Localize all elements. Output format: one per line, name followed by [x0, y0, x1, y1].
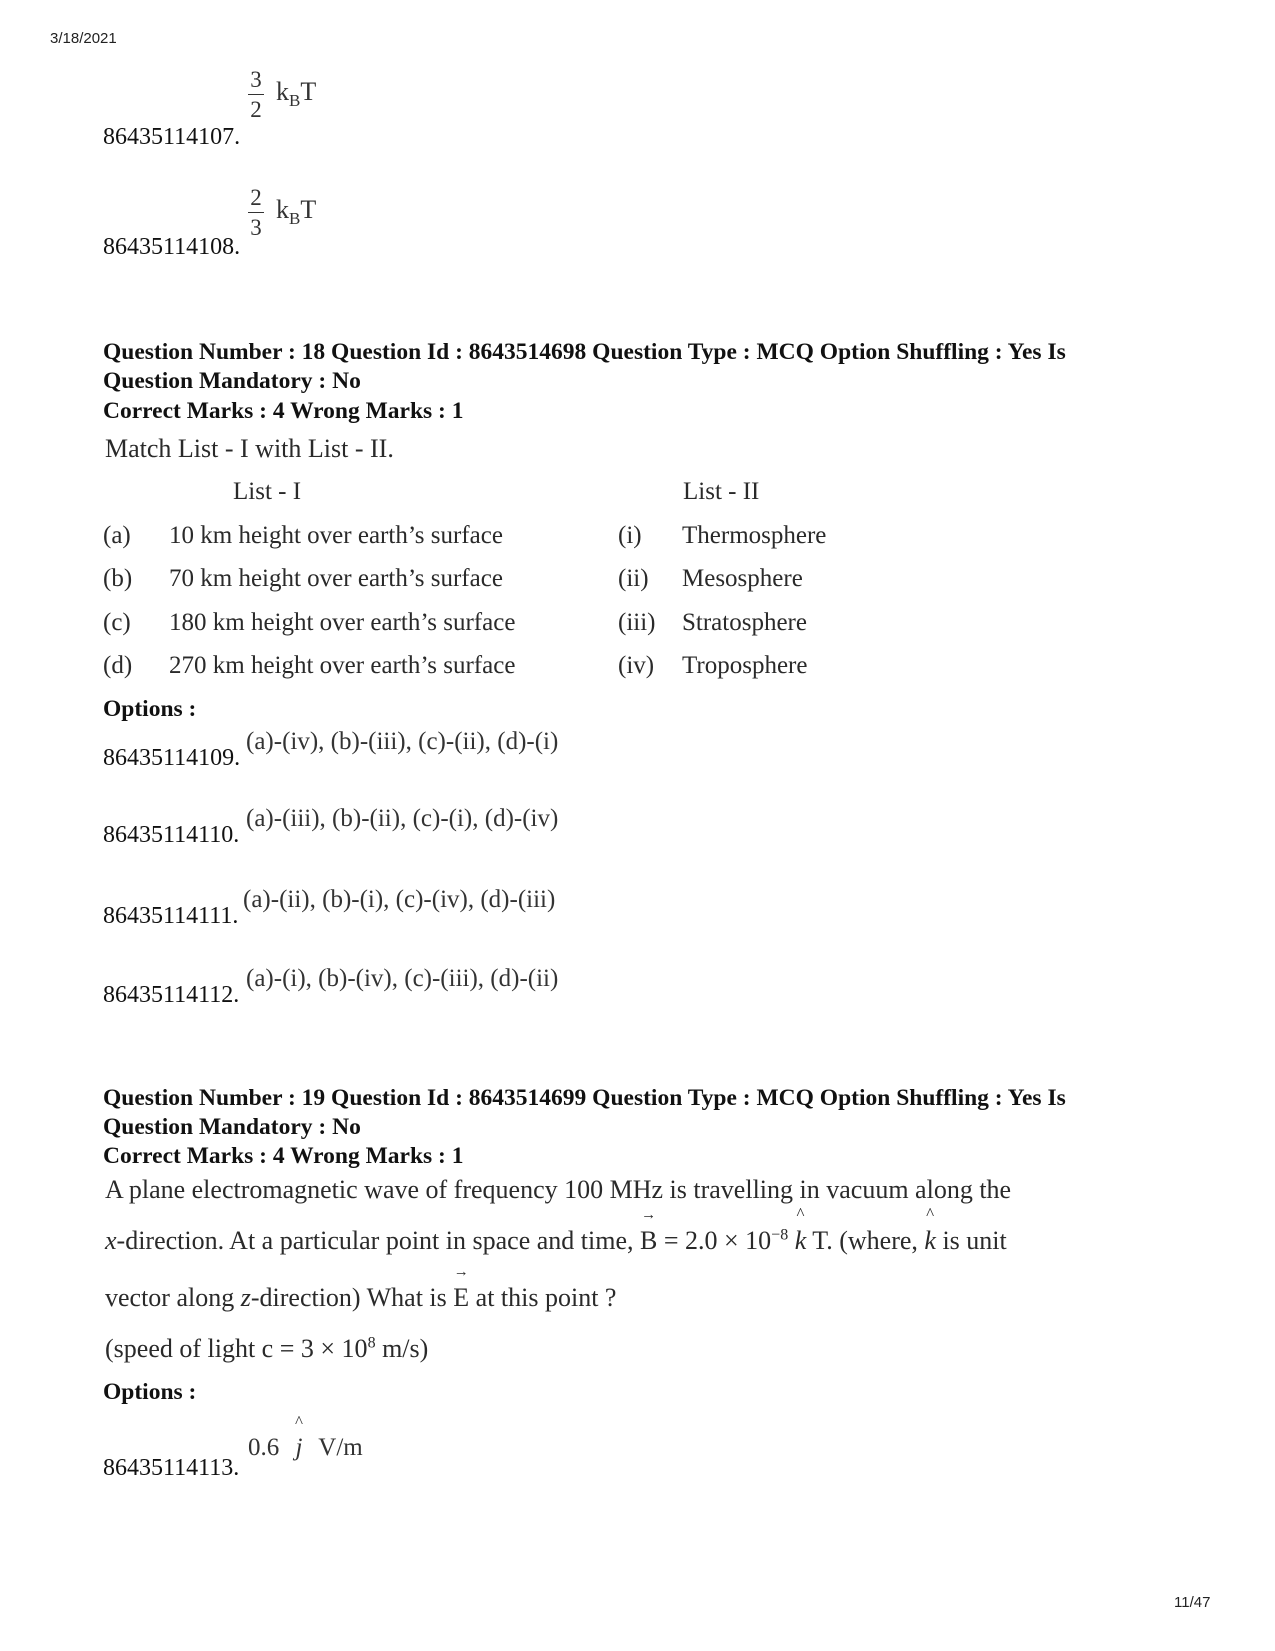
option-id: 86435114108. [103, 234, 241, 260]
option-id: 86435114111. [103, 903, 239, 929]
option-id: 86435114109. [103, 745, 241, 771]
match-list-table: List - I List - II (a) 10 km height over earth’s surface (i) Thermosphere (b) 70 km height over earth’s surface (ii) Mesosphere (c) 180 km height over earth’s surface (iii) Stratosphere (d) 270 km height over earth’s surface (iv) Troposphere [103, 478, 827, 679]
question-18-header [103, 338, 1193, 396]
question-header-line: Question Number : 18 Question Id : 8643514698 Question Type : MCQ Option Shuffling : Yes Is [103, 339, 1066, 365]
question-19-header [103, 1084, 1193, 1142]
question-18-marks: Correct Marks : 4 Wrong Marks : 1 [103, 398, 464, 424]
option-id: 86435114110. [103, 822, 240, 848]
option-id: 86435114113. [103, 1455, 240, 1481]
unit-vector-j: ^ j [296, 1434, 303, 1462]
unit-vector-k: ^ k [924, 1226, 936, 1256]
option-q19-113 [103, 1428, 703, 1488]
print-date: 3/18/2021 [50, 30, 117, 47]
list-2-title: List - II [683, 478, 760, 505]
unit-vector-k: ^ k [795, 1226, 807, 1256]
option-q18-109 [103, 728, 803, 778]
question-18-prompt: Match List - I with List - II. [105, 434, 394, 463]
options-label: Options : [103, 1379, 197, 1405]
question-19-text-line-3: vector along z-direction) What is → E at this point ? [105, 1283, 616, 1313]
question-header-line: Question Mandatory : No [103, 1114, 361, 1140]
kbt-expression: $k_BT$ [276, 77, 317, 111]
option-q18-110 [103, 805, 803, 855]
option-text: 0.6 ^ j V/m [248, 1434, 363, 1462]
fraction [248, 68, 264, 121]
option-text: (a)-(i), (b)-(iv), (c)-(iii), (d)-(ii) [246, 965, 559, 992]
kbt-expression: $k_BT$ [276, 195, 317, 229]
option-text: (a)-(iii), (b)-(ii), (c)-(i), (d)-(iv) [246, 805, 559, 832]
vector-e: → E [453, 1283, 469, 1313]
option-q18-112 [103, 965, 803, 1015]
option-q17-108 [103, 186, 503, 276]
option-id: 86435114112. [103, 982, 240, 1008]
page-number: 11/47 [1174, 1594, 1211, 1611]
question-header-line: Question Mandatory : No [103, 368, 361, 394]
option-text: (a)-(ii), (b)-(i), (c)-(iv), (d)-(iii) [243, 886, 556, 913]
option-formula [248, 68, 316, 121]
question-19-text-line-1: A plane electromagnetic wave of frequency 100 MHz is travelling in vacuum along the [105, 1175, 1012, 1204]
fraction-denominator: 3 [250, 215, 262, 240]
option-text: (a)-(iv), (b)-(iii), (c)-(ii), (d)-(i) [246, 728, 559, 755]
option-q17-107 [103, 68, 503, 158]
option-formula [248, 186, 316, 239]
question-header-line: Question Number : 19 Question Id : 8643514699 Question Type : MCQ Option Shuffling : Yes Is [103, 1085, 1066, 1111]
fraction-numerator: 3 [250, 67, 262, 92]
question-19-text-line-2: x-direction. At a particular point in space and time, → $B = 2.0 \times 10^{-8}$ ^ k T. (where, ^ k is unit [105, 1226, 1007, 1256]
option-q18-111 [103, 886, 803, 936]
fraction-denominator: 2 [250, 97, 262, 122]
options-label: Options : [103, 696, 197, 722]
option-id: 86435114107. [103, 124, 241, 150]
list-1-title: List - I [233, 478, 302, 505]
vector-b: → B [640, 1226, 657, 1256]
question-19-text-line-4: (speed of light $c = 3 \times 10^8$ m/s) [105, 1334, 429, 1363]
question-19-marks: Correct Marks : 4 Wrong Marks : 1 [103, 1143, 464, 1169]
fraction [248, 186, 264, 239]
fraction-numerator: 2 [250, 185, 262, 210]
